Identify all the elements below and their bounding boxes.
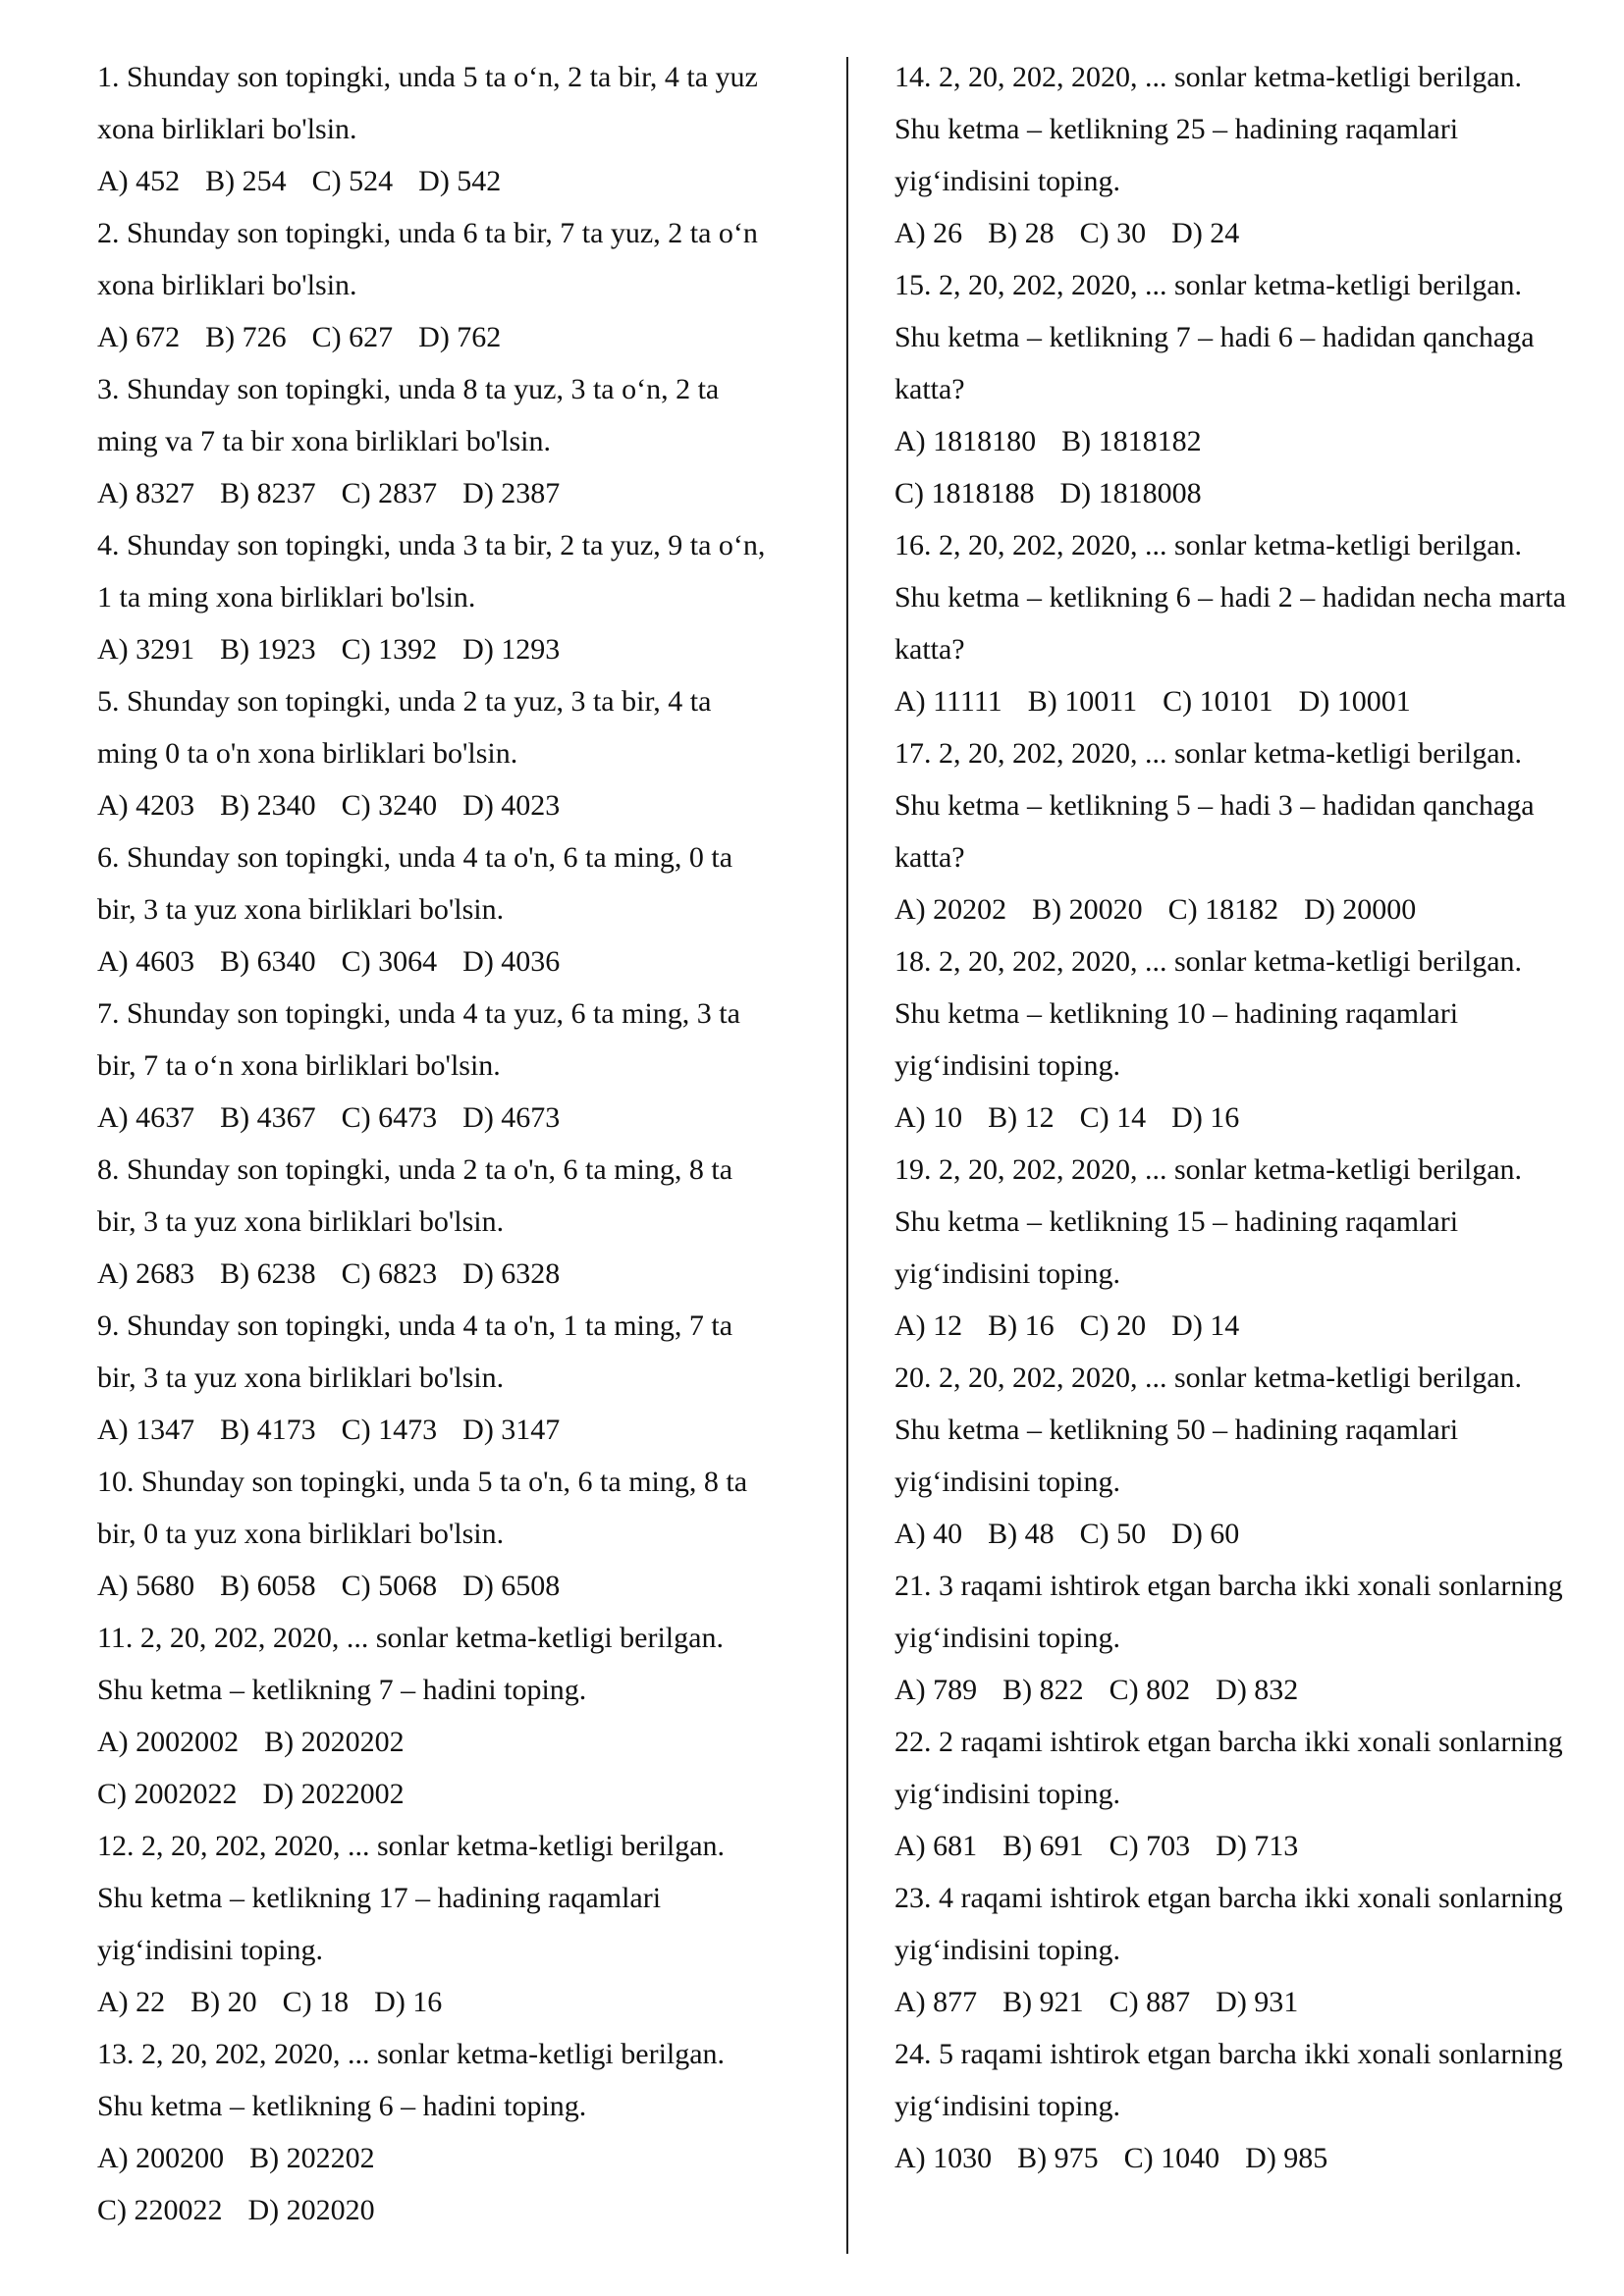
answer-option: A) 20202 — [894, 893, 1007, 926]
answer-options-row — [894, 1664, 1601, 1716]
question-text: 10. Shunday son topingki, unda 5 ta o'n, 6 ta ming, 8 ta — [97, 1466, 748, 1498]
question-text-continued: katta? — [894, 633, 965, 666]
answer-option: D) 24 — [1171, 217, 1240, 249]
question-text-continued: bir, 3 ta yuz xona birliklari bo'lsin. — [97, 1205, 505, 1238]
answer-option: C) 627 — [311, 321, 394, 353]
answer-option: D) 3147 — [462, 1414, 561, 1446]
answer-option: A) 877 — [894, 1986, 978, 2018]
answer-option: D) 542 — [418, 165, 502, 197]
answer-option: B) 975 — [1017, 2142, 1099, 2174]
answer-option: A) 1347 — [97, 1414, 195, 1446]
answer-options-row — [894, 675, 1601, 727]
question-text: 20. 2, 20, 202, 2020, ... sonlar ketma-ketligi berilgan. — [894, 1362, 1523, 1394]
question-block — [97, 207, 824, 363]
answer-option: D) 6328 — [462, 1257, 561, 1290]
answer-option: D) 20000 — [1304, 893, 1417, 926]
answer-option: B) 8237 — [220, 477, 316, 509]
answer-option: C) 18 — [282, 1986, 350, 2018]
answer-option: A) 10 — [894, 1101, 963, 1134]
answer-options-row — [97, 935, 824, 988]
question-text-continued: katta? — [894, 841, 965, 874]
answer-option: A) 452 — [97, 165, 181, 197]
left-column — [97, 51, 824, 2236]
question-block — [97, 2028, 824, 2236]
answer-option: A) 12 — [894, 1309, 963, 1342]
question-block — [97, 363, 824, 519]
answer-option: D) 60 — [1171, 1518, 1240, 1550]
answer-option: B) 6340 — [220, 945, 316, 978]
answer-option: C) 220022 — [97, 2194, 223, 2226]
answer-option: D) 1818008 — [1059, 477, 1202, 509]
answer-option: D) 985 — [1245, 2142, 1328, 2174]
answer-option: D) 202020 — [247, 2194, 375, 2226]
answer-option: D) 713 — [1216, 1830, 1299, 1862]
answer-option: A) 4637 — [97, 1101, 195, 1134]
question-block — [97, 1820, 824, 2028]
answer-option: C) 3240 — [341, 789, 438, 822]
answer-options-row — [894, 1820, 1601, 1872]
answer-option: D) 4036 — [462, 945, 561, 978]
question-text: 3. Shunday son topingki, unda 8 ta yuz, 3 ta o‘n, 2 ta — [97, 373, 720, 405]
question-text: 5. Shunday son topingki, unda 2 ta yuz, 3 ta bir, 4 ta — [97, 685, 712, 718]
answer-option: B) 1818182 — [1061, 425, 1202, 457]
question-text: 6. Shunday son topingki, unda 4 ta o'n, 6 ta ming, 0 ta — [97, 841, 733, 874]
answer-option: A) 1030 — [894, 2142, 993, 2174]
column-divider — [846, 57, 848, 2254]
question-text-continued: yig‘indisini toping. — [894, 1622, 1121, 1654]
answer-option: C) 802 — [1109, 1674, 1191, 1706]
question-text-continued: Shu ketma – ketlikning 10 – hadining raqamlari — [894, 997, 1459, 1030]
answer-option: A) 22 — [97, 1986, 166, 2018]
question-text-continued: yig‘indisini toping. — [894, 165, 1121, 197]
answer-option: D) 16 — [374, 1986, 443, 2018]
question-text-continued: bir, 7 ta o‘n xona birliklari bo'lsin. — [97, 1049, 501, 1082]
question-text: 23. 4 raqami ishtirok etgan barcha ikki xonali sonlarning — [894, 1882, 1563, 1914]
answer-option: B) 12 — [988, 1101, 1055, 1134]
question-text: 19. 2, 20, 202, 2020, ... sonlar ketma-ketligi berilgan. — [894, 1153, 1523, 1186]
answer-option: A) 5680 — [97, 1570, 195, 1602]
answer-option: B) 822 — [1002, 1674, 1084, 1706]
question-block — [97, 51, 824, 207]
answer-option: A) 1818180 — [894, 425, 1037, 457]
answer-option: D) 6508 — [462, 1570, 561, 1602]
question-text: 4. Shunday son topingki, unda 3 ta bir, 2 ta yuz, 9 ta o‘n, — [97, 529, 766, 561]
question-block — [97, 675, 824, 831]
answer-option: D) 14 — [1171, 1309, 1240, 1342]
question-text: 12. 2, 20, 202, 2020, ... sonlar ketma-ketligi berilgan. — [97, 1830, 726, 1862]
answer-option: D) 16 — [1171, 1101, 1240, 1134]
question-block — [97, 1144, 824, 1300]
answer-option: C) 1818188 — [894, 477, 1035, 509]
question-text-continued: Shu ketma – ketlikning 50 – hadining raqamlari — [894, 1414, 1459, 1446]
question-block — [894, 259, 1601, 519]
question-text: 15. 2, 20, 202, 2020, ... sonlar ketma-ketligi berilgan. — [894, 269, 1523, 301]
question-text: 18. 2, 20, 202, 2020, ... sonlar ketma-ketligi berilgan. — [894, 945, 1523, 978]
answer-option: B) 16 — [988, 1309, 1055, 1342]
question-text: 2. Shunday son topingki, unda 6 ta bir, 7 ta yuz, 2 ta o‘n — [97, 217, 758, 249]
question-block — [97, 519, 824, 675]
question-text: 21. 3 raqami ishtirok etgan barcha ikki xonali sonlarning — [894, 1570, 1563, 1602]
answer-option: D) 832 — [1216, 1674, 1299, 1706]
answer-options-row — [97, 1716, 824, 1768]
answer-options-row — [97, 311, 824, 363]
question-text-continued: ming va 7 ta bir xona birliklari bo'lsin. — [97, 425, 551, 457]
question-text-continued: Shu ketma – ketlikning 5 – hadi 3 – hadidan qanchaga — [894, 789, 1535, 822]
question-text-continued: Shu ketma – ketlikning 15 – hadining raqamlari — [894, 1205, 1459, 1238]
answer-option: B) 6058 — [220, 1570, 316, 1602]
answer-option: B) 202202 — [249, 2142, 375, 2174]
question-text-continued: yig‘indisini toping. — [894, 1778, 1121, 1810]
answer-option: B) 921 — [1002, 1986, 1084, 2018]
answer-option: C) 2837 — [341, 477, 438, 509]
answer-option: A) 26 — [894, 217, 963, 249]
answer-options-row — [97, 1404, 824, 1456]
question-text-continued: yig‘indisini toping. — [894, 1049, 1121, 1082]
right-column — [894, 51, 1601, 2184]
answer-option: B) 2340 — [220, 789, 316, 822]
answer-option: A) 40 — [894, 1518, 963, 1550]
answer-option: B) 6238 — [220, 1257, 316, 1290]
answer-option: C) 18182 — [1167, 893, 1279, 926]
answer-option: D) 2387 — [462, 477, 561, 509]
answer-option: D) 10001 — [1298, 685, 1411, 718]
question-block — [97, 831, 824, 988]
question-block — [894, 727, 1601, 935]
question-block — [894, 51, 1601, 259]
question-block — [894, 519, 1601, 727]
question-block — [97, 1612, 824, 1820]
question-text-continued: yig‘indisini toping. — [894, 2090, 1121, 2122]
answer-option: D) 762 — [418, 321, 502, 353]
answer-options-row — [97, 467, 824, 519]
question-text: 16. 2, 20, 202, 2020, ... sonlar ketma-ketligi berilgan. — [894, 529, 1523, 561]
answer-option: C) 524 — [311, 165, 394, 197]
question-block — [894, 1716, 1601, 1872]
answer-options-row — [97, 779, 824, 831]
answer-option: C) 1040 — [1123, 2142, 1220, 2174]
question-block — [97, 988, 824, 1144]
answer-option: A) 3291 — [97, 633, 195, 666]
answer-option: B) 254 — [205, 165, 287, 197]
question-text-continued: yig‘indisini toping. — [894, 1466, 1121, 1498]
answer-options-row — [894, 1092, 1601, 1144]
question-text-continued: yig‘indisini toping. — [894, 1934, 1121, 1966]
answer-options-row — [97, 2132, 824, 2184]
answer-option: B) 20 — [190, 1986, 257, 2018]
answer-option: C) 20 — [1079, 1309, 1147, 1342]
question-text-continued: Shu ketma – ketlikning 7 – hadini toping. — [97, 1674, 587, 1706]
question-block — [894, 935, 1601, 1144]
question-text-continued: Shu ketma – ketlikning 17 – hadining raqamlari — [97, 1882, 662, 1914]
question-text-continued: katta? — [894, 373, 965, 405]
answer-option: C) 2002022 — [97, 1778, 238, 1810]
answer-option: A) 2002002 — [97, 1726, 240, 1758]
question-text-continued: ming 0 ta o'n xona birliklari bo'lsin. — [97, 737, 518, 770]
answer-option: C) 703 — [1109, 1830, 1191, 1862]
question-block — [894, 1872, 1601, 2028]
answer-options-row — [97, 1768, 824, 1820]
answer-option: C) 5068 — [341, 1570, 438, 1602]
question-text-continued: Shu ketma – ketlikning 7 – hadi 6 – hadidan qanchaga — [894, 321, 1535, 353]
question-text: 8. Shunday son topingki, unda 2 ta o'n, 6 ta ming, 8 ta — [97, 1153, 733, 1186]
answer-option: A) 4603 — [97, 945, 195, 978]
answer-option: A) 672 — [97, 321, 181, 353]
answer-option: B) 4173 — [220, 1414, 316, 1446]
answer-option: B) 48 — [988, 1518, 1055, 1550]
answer-option: B) 20020 — [1032, 893, 1143, 926]
question-text: 24. 5 raqami ishtirok etgan barcha ikki xonali sonlarning — [894, 2038, 1563, 2070]
answer-options-row — [894, 1300, 1601, 1352]
answer-options-row — [894, 1508, 1601, 1560]
question-text-continued: xona birliklari bo'lsin. — [97, 269, 357, 301]
answer-option: C) 6473 — [341, 1101, 438, 1134]
answer-option: A) 8327 — [97, 477, 195, 509]
answer-option: B) 10011 — [1027, 685, 1138, 718]
answer-options-row — [894, 1976, 1601, 2028]
answer-options-row — [894, 467, 1601, 519]
answer-option: C) 6823 — [341, 1257, 438, 1290]
question-text-continued: xona birliklari bo'lsin. — [97, 113, 357, 145]
answer-option: B) 726 — [205, 321, 287, 353]
answer-options-row — [894, 415, 1601, 467]
answer-option: C) 887 — [1109, 1986, 1191, 2018]
answer-option: B) 4367 — [220, 1101, 316, 1134]
answer-option: C) 3064 — [341, 945, 438, 978]
answer-option: A) 11111 — [894, 685, 1002, 718]
answer-option: A) 681 — [894, 1830, 978, 1862]
question-text-continued: bir, 0 ta yuz xona birliklari bo'lsin. — [97, 1518, 505, 1550]
question-text-continued: Shu ketma – ketlikning 6 – hadini toping. — [97, 2090, 587, 2122]
question-text: 9. Shunday son topingki, unda 4 ta o'n, 1 ta ming, 7 ta — [97, 1309, 733, 1342]
answer-option: C) 14 — [1079, 1101, 1147, 1134]
answer-option: D) 931 — [1216, 1986, 1299, 2018]
answer-option: A) 2683 — [97, 1257, 195, 1290]
question-text-continued: 1 ta ming xona birliklari bo'lsin. — [97, 581, 476, 614]
answer-options-row — [894, 207, 1601, 259]
answer-option: C) 30 — [1079, 217, 1147, 249]
question-text: 22. 2 raqami ishtirok etgan barcha ikki xonali sonlarning — [894, 1726, 1563, 1758]
question-block — [894, 1144, 1601, 1352]
question-text: 7. Shunday son topingki, unda 4 ta yuz, 6 ta ming, 3 ta — [97, 997, 740, 1030]
answer-options-row — [97, 1560, 824, 1612]
answer-option: B) 28 — [988, 217, 1055, 249]
answer-options-row — [97, 1092, 824, 1144]
answer-options-row — [894, 883, 1601, 935]
question-text-continued: yig‘indisini toping. — [97, 1934, 324, 1966]
answer-option: D) 4673 — [462, 1101, 561, 1134]
question-block — [894, 1352, 1601, 1560]
answer-option: A) 789 — [894, 1674, 978, 1706]
answer-options-row — [97, 2184, 824, 2236]
question-text-continued: yig‘indisini toping. — [894, 1257, 1121, 1290]
answer-option: C) 1473 — [341, 1414, 438, 1446]
answer-option: B) 1923 — [220, 633, 316, 666]
question-text: 11. 2, 20, 202, 2020, ... sonlar ketma-ketligi berilgan. — [97, 1622, 724, 1654]
answer-option: C) 1392 — [341, 633, 438, 666]
answer-option: D) 4023 — [462, 789, 561, 822]
answer-options-row — [97, 155, 824, 207]
question-text: 17. 2, 20, 202, 2020, ... sonlar ketma-ketligi berilgan. — [894, 737, 1523, 770]
question-block — [894, 1560, 1601, 1716]
question-text-continued: bir, 3 ta yuz xona birliklari bo'lsin. — [97, 893, 505, 926]
question-text: 1. Shunday son topingki, unda 5 ta o‘n, 2 ta bir, 4 ta yuz — [97, 61, 758, 93]
answer-option: C) 10101 — [1163, 685, 1273, 718]
question-text: 13. 2, 20, 202, 2020, ... sonlar ketma-ketligi berilgan. — [97, 2038, 726, 2070]
question-text: 14. 2, 20, 202, 2020, ... sonlar ketma-ketligi berilgan. — [894, 61, 1523, 93]
question-text-continued: bir, 3 ta yuz xona birliklari bo'lsin. — [97, 1362, 505, 1394]
answer-option: D) 2022002 — [262, 1778, 405, 1810]
answer-option: C) 50 — [1079, 1518, 1147, 1550]
question-block — [97, 1456, 824, 1612]
answer-option: B) 691 — [1002, 1830, 1084, 1862]
question-text-continued: Shu ketma – ketlikning 25 – hadining raqamlari — [894, 113, 1459, 145]
answer-options-row — [97, 1248, 824, 1300]
answer-option: D) 1293 — [462, 633, 561, 666]
answer-option: A) 4203 — [97, 789, 195, 822]
question-block — [894, 2028, 1601, 2184]
question-text-continued: Shu ketma – ketlikning 6 – hadi 2 – hadidan necha marta — [894, 581, 1566, 614]
answer-option: B) 2020202 — [264, 1726, 405, 1758]
answer-options-row — [97, 1976, 824, 2028]
answer-options-row — [894, 2132, 1601, 2184]
answer-option: A) 200200 — [97, 2142, 225, 2174]
question-block — [97, 1300, 824, 1456]
answer-options-row — [97, 623, 824, 675]
